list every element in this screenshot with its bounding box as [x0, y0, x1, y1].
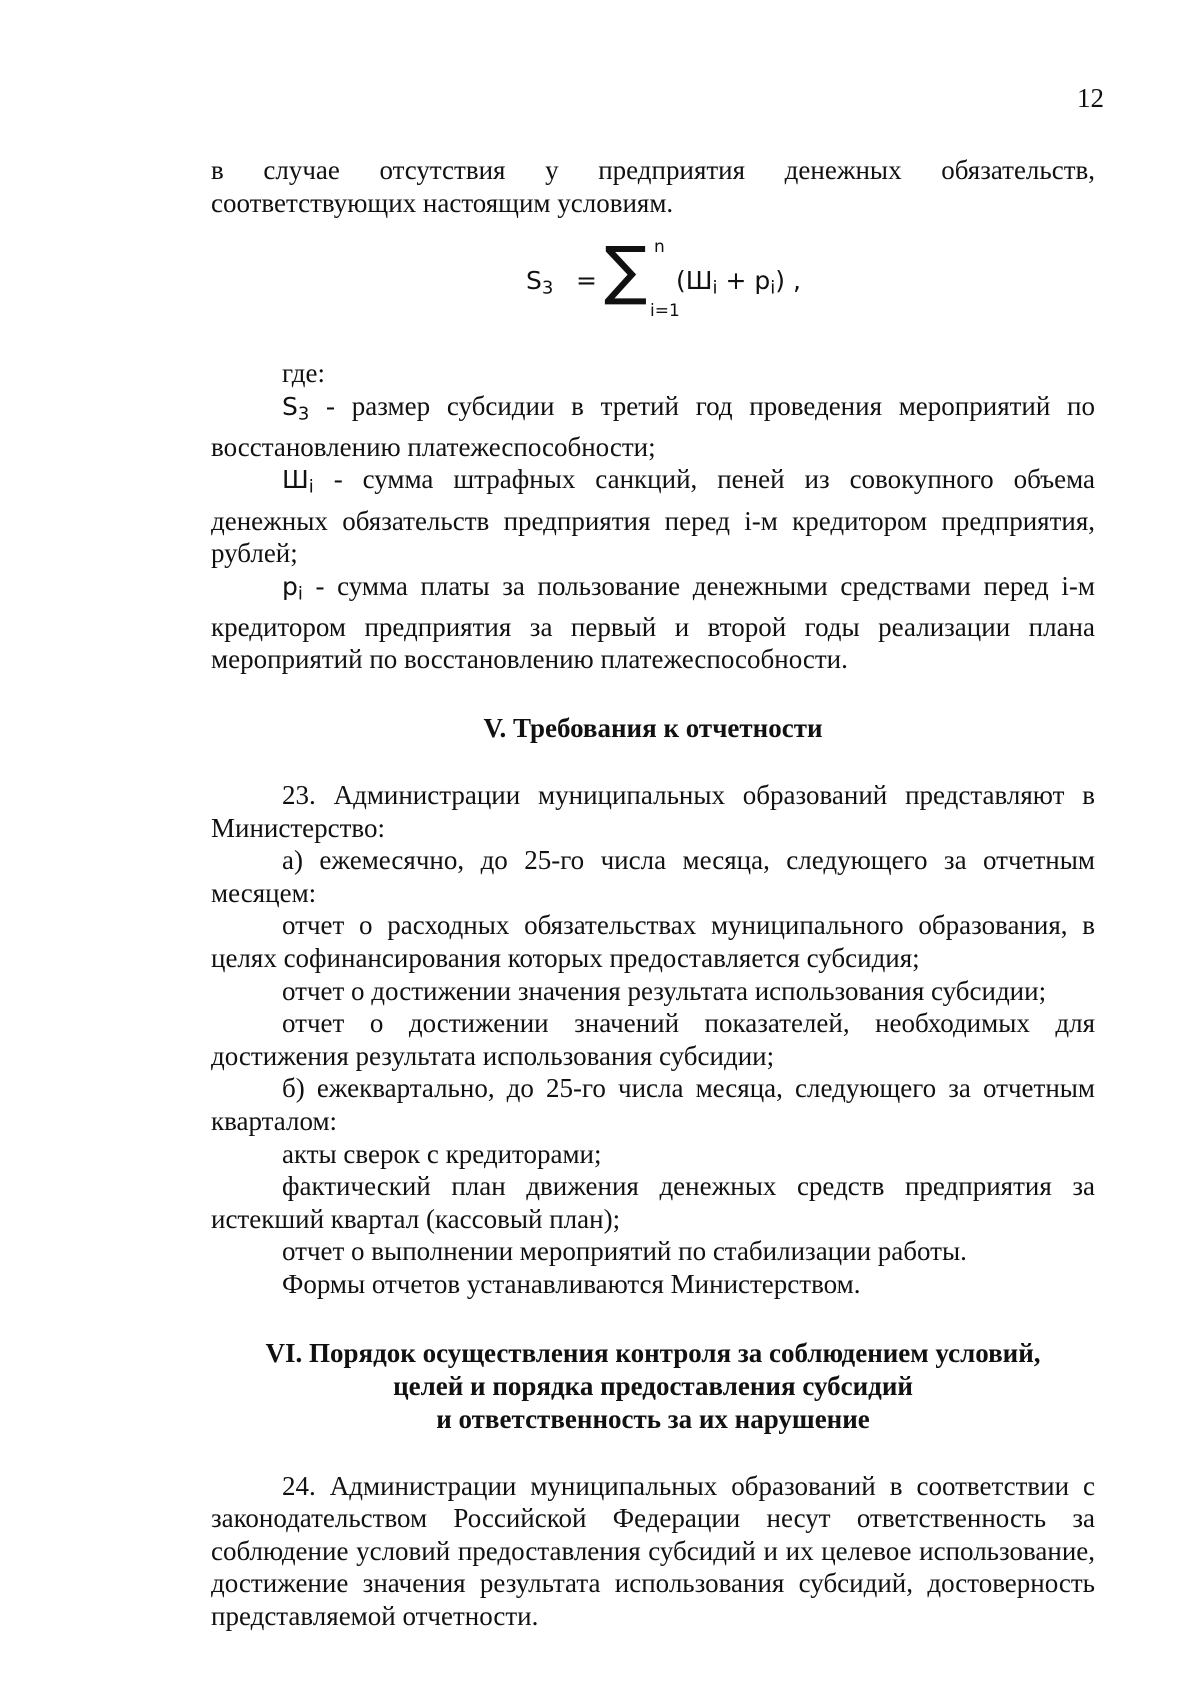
formula-equals: = — [576, 266, 597, 296]
variable-sh: $Ш_i$ — [282, 465, 314, 498]
paragraph-23: 23. Администрации муниципальных образований представляют в Министерство: — [211, 780, 1095, 843]
definition-sh: $Ш_i$ - сумма штрафных санкций, пеней из совокупного объема денежных обязательств предприятия перед i-м кредитором предприятия, рублей; — [211, 464, 1095, 569]
sum-upper-limit: n — [654, 237, 665, 258]
variable-s3: $S_3$ — [282, 391, 310, 425]
paragraph-forms: Формы отчетов устанавливаются Министерством. — [282, 1268, 861, 1299]
paragraph-report-result: отчет о достижении значения результата использования субсидии; — [282, 975, 1047, 1006]
paragraph-stabilization: отчет о выполнении мероприятий по стабилизации работы. — [282, 1236, 967, 1267]
paragraph-intro: в случае отсутствия у предприятия денежных обязательств, соответствующих настоящим условиям. — [211, 155, 1095, 218]
section-vi-heading-line-3: и ответственность за их нарушение — [436, 1403, 870, 1434]
formula-s3 — [211, 233, 1095, 351]
variable-p: $p_i$ — [282, 571, 303, 605]
formula-body: $(Ш_i + p_i)$ , — [676, 266, 801, 299]
section-vi-heading-line-2: целей и порядка предоставления субсидий — [393, 1370, 913, 1401]
sum-lower-limit: i=1 — [650, 301, 680, 322]
section-vi-heading-line-1: VI. Порядок осуществления контроля за соблюдением условий, — [265, 1337, 1041, 1368]
where-label: где: — [282, 358, 325, 389]
page-content — [211, 154, 1095, 1633]
paragraph-report-obligations: отчет о расходных обязательствах муниципального образования, в целях софинансирования которых предоставляется субсидия; — [211, 910, 1095, 973]
paragraph-report-indicators: отчет о достижении значений показателей, необходимых для достижения результата использования субсидии; — [211, 1008, 1095, 1071]
definition-s3: $S_3$ - размер субсидии в третий год проведения мероприятий по восстановлению платежеспособности; — [211, 390, 1095, 462]
paragraph-reconciliation: акты сверок с кредиторами; — [282, 1138, 602, 1169]
definition-p: $p_i$ - сумма платы за пользование денежными средствами перед i-м кредитором предприятия за первый и второй годы реализации плана мероприятий по восстановлению платежеспособности. — [211, 570, 1095, 675]
paragraph-monthly: а) ежемесячно, до 25-го числа месяца, следующего за отчетным месяцем: — [211, 845, 1095, 908]
sum-sign: ∑ — [604, 234, 648, 309]
section-v-heading: V. Требования к отчетности — [483, 713, 823, 744]
section-vi-heading — [211, 1337, 1095, 1436]
paragraph-cash-plan: фактический план движения денежных средств предприятия за истекший квартал (кассовый план); — [211, 1171, 1095, 1234]
paragraph-24: 24. Администрации муниципальных образований в соответствии с законодательством Российской Федерации несут ответственность за соблюдение условий предоставления субсидий и их целевое использование, достижение значения результата использования субсидий, достоверность представляемой отчетности. — [211, 1470, 1095, 1631]
formula-lhs: $S_3$ — [526, 266, 554, 299]
page-number: 12 — [1077, 83, 1104, 113]
paragraph-quarterly: б) ежеквартально, до 25-го числа месяца, следующего за отчетным кварталом: — [211, 1073, 1095, 1136]
